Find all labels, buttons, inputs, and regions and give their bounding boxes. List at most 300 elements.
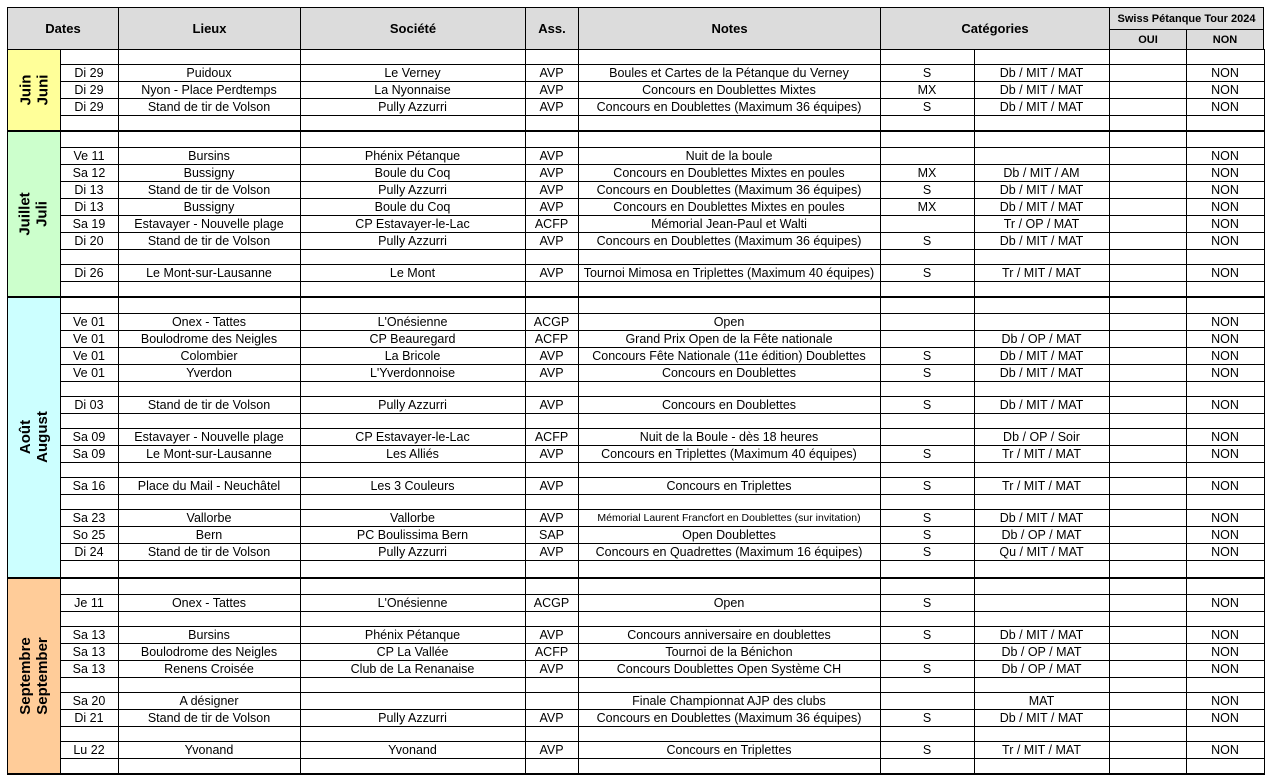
cell-notes: Open Doublettes (682, 527, 776, 542)
cell-lieu: Bern (195, 527, 223, 542)
cell-ass: ACFP (534, 331, 569, 346)
cell-notes (578, 296, 880, 313)
cell-societe: La Nyonnaise (374, 82, 451, 97)
cell-date (60, 560, 118, 577)
header-ass: Ass. (525, 7, 579, 50)
table-row (60, 509, 1264, 526)
cell-notes: Concours en Doublettes (Maximum 36 équipes) (596, 99, 862, 114)
cell-date (60, 494, 118, 509)
grid-hline (60, 198, 1265, 199)
cell-non (1186, 281, 1264, 296)
cell-oui (1109, 296, 1186, 313)
cell-lieu (118, 758, 300, 773)
cell-oui (1109, 198, 1186, 215)
grid-hline (60, 164, 1265, 165)
cell-oui (1109, 626, 1186, 643)
cell-oui (1109, 98, 1186, 115)
cell-non (1186, 413, 1264, 428)
cell-lieu: Estavayer - Nouvelle plage (134, 216, 284, 231)
cell-societe (300, 462, 525, 477)
table-row (60, 611, 1264, 626)
cell-notes: Concours en Doublettes (Maximum 36 équipes) (596, 710, 862, 725)
cell-lieu (118, 296, 300, 313)
cell-oui (1109, 81, 1186, 98)
cell-societe: Pully Azzurri (378, 544, 447, 559)
cell-oui (1109, 594, 1186, 611)
cell-type: S (922, 365, 932, 380)
cell-lieu: Stand de tir de Volson (147, 182, 271, 197)
cell-societe: Les Alliés (386, 446, 439, 461)
cell-societe: CP Estavayer-le-Lac (355, 216, 470, 231)
cell-non (1186, 677, 1264, 692)
table-row (60, 560, 1264, 577)
table-row (60, 330, 1264, 347)
cell-non: NON (1211, 233, 1239, 248)
cell-societe (300, 692, 525, 709)
cell-cat (974, 677, 1109, 692)
cell-societe: L'Yverdonnoise (369, 365, 456, 380)
month-name-fr: Juin (17, 74, 34, 106)
cell-ass: AVP (539, 661, 564, 676)
cell-ass: AVP (539, 233, 564, 248)
header-notes: Notes (578, 7, 881, 50)
cell-type (880, 494, 974, 509)
cell-lieu: Place du Mail - Neuchâtel (137, 478, 281, 493)
cell-ass (525, 560, 578, 577)
cell-lieu: A désigner (179, 693, 239, 708)
month-label (17, 192, 51, 235)
cell-lieu: Yverdon (186, 365, 232, 380)
cell-type (880, 560, 974, 577)
cell-type: S (922, 544, 932, 559)
cell-type: MX (917, 82, 937, 97)
cell-notes (578, 249, 880, 264)
cell-type: S (922, 182, 932, 197)
cell-cat: Tr / MIT / MAT (1002, 478, 1081, 493)
cell-ass (525, 577, 578, 594)
cell-cat: Db / MIT / MAT (999, 82, 1084, 97)
table-row (60, 741, 1264, 758)
cell-oui (1109, 413, 1186, 428)
table-row (60, 198, 1264, 215)
cell-notes: Tournoi de la Bénichon (665, 644, 793, 659)
cell-date: Sa 09 (72, 429, 106, 444)
cell-ass (525, 692, 578, 709)
cell-notes (578, 115, 880, 130)
month-name-fr: Juillet (16, 191, 34, 236)
table-row (60, 364, 1264, 381)
grid-hline (60, 181, 1265, 182)
month-separator (7, 296, 1265, 298)
cell-date: Ve 01 (73, 314, 105, 329)
cell-cat (974, 462, 1109, 477)
cell-ass: ACGP (533, 595, 570, 610)
cell-type (880, 296, 974, 313)
cell-lieu: Bursins (188, 627, 230, 642)
cell-cat (974, 115, 1109, 130)
cell-notes: Concours en Doublettes (Maximum 36 équipes) (596, 233, 862, 248)
cell-non: NON (1211, 595, 1239, 610)
cell-societe (300, 611, 525, 626)
cell-type (880, 677, 974, 692)
cell-cat (974, 249, 1109, 264)
grid-hline (60, 692, 1265, 693)
cell-date: Ve 11 (73, 148, 105, 163)
cell-date: So 25 (72, 527, 106, 542)
cell-non (1186, 49, 1264, 64)
table-row (60, 249, 1264, 264)
cell-notes (578, 281, 880, 296)
cell-societe (300, 296, 525, 313)
cell-type (880, 692, 974, 709)
cell-type (880, 115, 974, 130)
cell-type (880, 381, 974, 396)
cell-ass: ACFP (534, 644, 569, 659)
grid-hline (60, 313, 1265, 314)
cell-date (60, 726, 118, 741)
cell-lieu: Bussigny (183, 199, 235, 214)
cell-type: S (922, 99, 932, 114)
cell-lieu (118, 577, 300, 594)
grid-hline (60, 115, 1265, 116)
cell-cat (974, 413, 1109, 428)
cell-non: NON (1211, 527, 1239, 542)
cell-date (60, 677, 118, 692)
cell-cat: Db / MIT / MAT (999, 627, 1084, 642)
grid-hline (60, 462, 1265, 463)
month-label (17, 637, 51, 715)
cell-date: Ve 01 (73, 348, 105, 363)
cell-societe: Le Verney (384, 65, 441, 80)
cell-non: NON (1211, 742, 1239, 757)
cell-ass (525, 758, 578, 773)
table-row (60, 677, 1264, 692)
cell-ass: AVP (539, 182, 564, 197)
cell-non: NON (1211, 429, 1239, 444)
cell-societe: Pully Azzurri (378, 99, 447, 114)
grid-hline (60, 428, 1265, 429)
cell-cat: Db / OP / MAT (1001, 331, 1082, 346)
table-row (60, 543, 1264, 560)
cell-lieu: Stand de tir de Volson (147, 544, 271, 559)
cell-type: S (922, 397, 932, 412)
table-row (60, 445, 1264, 462)
cell-lieu: Yvonand (184, 742, 234, 757)
cell-type (880, 147, 974, 164)
cell-lieu (118, 611, 300, 626)
cell-type (880, 577, 974, 594)
grid-hline (60, 677, 1265, 678)
cell-cat: MAT (1028, 693, 1055, 708)
grid-hline (60, 626, 1265, 627)
cell-oui (1109, 692, 1186, 709)
cell-type: S (922, 595, 932, 610)
cell-date: Di 13 (74, 199, 104, 214)
month-label (17, 411, 51, 463)
cell-oui (1109, 611, 1186, 626)
cell-societe: PC Boulissima Bern (356, 527, 469, 542)
cell-ass (525, 726, 578, 741)
header-tour: Swiss Pétanque Tour 2024 (1109, 7, 1264, 30)
cell-date: Di 24 (74, 544, 104, 559)
cell-ass: AVP (539, 710, 564, 725)
cell-ass: AVP (539, 148, 564, 163)
cell-type (880, 462, 974, 477)
cell-lieu (118, 494, 300, 509)
cell-oui (1109, 477, 1186, 494)
cell-notes: Concours en Doublettes (661, 397, 797, 412)
cell-non: NON (1211, 148, 1239, 163)
cell-oui (1109, 509, 1186, 526)
cell-non (1186, 577, 1264, 594)
month-block (7, 577, 61, 774)
cell-date: Sa 13 (72, 644, 106, 659)
cell-notes: Open (713, 314, 745, 329)
cell-non: NON (1211, 510, 1239, 525)
cell-notes: Concours en Triplettes (666, 742, 792, 757)
table-row (60, 232, 1264, 249)
cell-cat: Db / MIT / MAT (999, 99, 1084, 114)
cell-non (1186, 726, 1264, 741)
cell-non (1186, 758, 1264, 773)
cell-type: S (922, 446, 932, 461)
cell-non: NON (1211, 182, 1239, 197)
cell-ass: AVP (539, 99, 564, 114)
cell-cat (974, 758, 1109, 773)
header-dates: Dates (7, 7, 119, 50)
cell-notes: Concours en Doublettes Mixtes en poules (613, 199, 845, 214)
cell-societe: Vallorbe (390, 510, 435, 525)
cell-date: Sa 23 (72, 510, 106, 525)
table-row (60, 98, 1264, 115)
cell-notes: Concours en Triplettes (666, 478, 792, 493)
table-row (60, 413, 1264, 428)
month-name-de: Juli (33, 200, 51, 227)
table-row (60, 381, 1264, 396)
cell-oui (1109, 215, 1186, 232)
cell-notes: Concours anniversaire en doublettes (627, 627, 831, 642)
cell-date (60, 413, 118, 428)
cell-oui (1109, 330, 1186, 347)
cell-cat: Qu / MIT / MAT (999, 544, 1084, 559)
cell-lieu (118, 381, 300, 396)
cell-non: NON (1211, 165, 1239, 180)
cell-ass (525, 611, 578, 626)
cell-cat: Db / MIT / MAT (999, 199, 1084, 214)
grid-vline (1109, 49, 1110, 774)
grid-hline (60, 264, 1265, 265)
cell-non: NON (1211, 478, 1239, 493)
grid-hline (60, 413, 1265, 414)
cell-lieu: Boulodrome des Neigles (140, 644, 278, 659)
cell-type: S (922, 478, 932, 493)
header-non: NON (1186, 29, 1264, 50)
cell-notes: Concours en Doublettes (Maximum 36 équipes) (596, 182, 862, 197)
cell-ass: AVP (539, 397, 564, 412)
grid-vline (300, 49, 301, 774)
month-name-de: Juni (34, 74, 51, 106)
cell-notes: Boules et Cartes de la Pétanque du Verney (609, 65, 849, 80)
grid-hline (60, 611, 1265, 612)
cell-societe (300, 249, 525, 264)
cell-date (60, 577, 118, 594)
cell-type: S (922, 348, 932, 363)
table-row (60, 577, 1264, 594)
cell-date: Sa 19 (72, 216, 106, 231)
table-row (60, 164, 1264, 181)
month-separator (7, 577, 1265, 579)
cell-ass (525, 49, 578, 64)
cell-lieu: Nyon - Place Perdtemps (141, 82, 277, 97)
cell-notes (578, 381, 880, 396)
cell-oui (1109, 49, 1186, 64)
table-row (60, 726, 1264, 741)
cell-non (1186, 115, 1264, 130)
cell-notes (578, 758, 880, 773)
cell-type: S (922, 265, 932, 280)
month-block (7, 49, 61, 131)
table-row (60, 396, 1264, 413)
cell-lieu: Renens Croisée (164, 661, 254, 676)
table-row (60, 81, 1264, 98)
cell-type: S (922, 742, 932, 757)
cell-lieu (118, 249, 300, 264)
cell-societe: Pully Azzurri (378, 233, 447, 248)
cell-type (880, 313, 974, 330)
cell-ass (525, 115, 578, 130)
grid-hline (60, 758, 1265, 759)
cell-date: Di 03 (74, 397, 104, 412)
cell-notes (578, 726, 880, 741)
cell-cat (974, 594, 1109, 611)
cell-date (60, 249, 118, 264)
cell-notes: Concours Fête Nationale (11e édition) Doublettes (592, 348, 866, 363)
cell-date: Sa 13 (72, 661, 106, 676)
cell-lieu: Bussigny (183, 165, 235, 180)
cell-oui (1109, 543, 1186, 560)
cell-societe (300, 49, 525, 64)
grid-hline (60, 381, 1265, 382)
grid-hline (60, 281, 1265, 282)
table-row (60, 758, 1264, 773)
cell-type (880, 281, 974, 296)
cell-ass (525, 413, 578, 428)
grid-vline (525, 49, 526, 774)
grid-hline (60, 494, 1265, 495)
cell-cat (974, 281, 1109, 296)
cell-cat (974, 381, 1109, 396)
cell-lieu: Stand de tir de Volson (147, 397, 271, 412)
cell-lieu: Stand de tir de Volson (147, 710, 271, 725)
table-row (60, 494, 1264, 509)
cell-cat: Db / MIT / MAT (999, 365, 1084, 380)
cell-non: NON (1211, 397, 1239, 412)
cell-cat (974, 296, 1109, 313)
cell-type: S (922, 627, 932, 642)
table-row (60, 462, 1264, 477)
cell-date (60, 758, 118, 773)
cell-societe: CP Estavayer-le-Lac (355, 429, 470, 444)
cell-date: Sa 20 (72, 693, 106, 708)
cell-date (60, 49, 118, 64)
table-row (60, 313, 1264, 330)
cell-date: Di 21 (74, 710, 104, 725)
grid-hline (60, 726, 1265, 727)
cell-date: Sa 16 (72, 478, 106, 493)
cell-date: Ve 01 (73, 331, 105, 346)
cell-cat: Db / OP / MAT (1001, 661, 1082, 676)
cell-notes: Mémorial Jean-Paul et Walti (651, 216, 807, 231)
cell-ass: AVP (539, 510, 564, 525)
grid-hline (60, 98, 1265, 99)
cell-non: NON (1211, 65, 1239, 80)
cell-ass: AVP (539, 199, 564, 214)
grid-hline (60, 526, 1265, 527)
cell-type: S (922, 527, 932, 542)
cell-oui (1109, 726, 1186, 741)
cell-lieu: Colombier (180, 348, 238, 363)
table-row (60, 594, 1264, 611)
cell-lieu: Stand de tir de Volson (147, 99, 271, 114)
header-oui: OUI (1109, 29, 1187, 50)
cell-non: NON (1211, 627, 1239, 642)
cell-date (60, 462, 118, 477)
cell-societe: Boule du Coq (374, 199, 451, 214)
cell-type (880, 611, 974, 626)
cell-date: Sa 12 (72, 165, 106, 180)
cell-lieu (118, 677, 300, 692)
cell-lieu: Estavayer - Nouvelle plage (134, 429, 284, 444)
cell-notes (578, 130, 880, 147)
cell-notes: Tournoi Mimosa en Triplettes (Maximum 40 équipes) (583, 265, 875, 280)
cell-lieu (118, 560, 300, 577)
grid-hline (60, 660, 1265, 661)
cell-notes (578, 577, 880, 594)
cell-societe (300, 577, 525, 594)
cell-cat (974, 130, 1109, 147)
cell-lieu (118, 726, 300, 741)
table-row (60, 428, 1264, 445)
cell-lieu: Le Mont-sur-Lausanne (146, 446, 272, 461)
cell-notes (578, 560, 880, 577)
table-row (60, 181, 1264, 198)
cell-notes (578, 49, 880, 64)
cell-non: NON (1211, 82, 1239, 97)
cell-notes: Open (713, 595, 745, 610)
cell-cat: Db / MIT / MAT (999, 348, 1084, 363)
cell-notes (578, 413, 880, 428)
cell-lieu: Onex - Tattes (171, 314, 247, 329)
grid-hline (60, 64, 1265, 65)
month-name-de: September (34, 636, 51, 715)
grid-vline (1186, 49, 1187, 774)
grid-vline (880, 49, 881, 774)
table-row (60, 692, 1264, 709)
cell-lieu: Boulodrome des Neigles (140, 331, 278, 346)
cell-oui (1109, 147, 1186, 164)
cell-non: NON (1211, 314, 1239, 329)
cell-date (60, 296, 118, 313)
cell-cat (974, 611, 1109, 626)
cell-ass (525, 249, 578, 264)
cell-ass: AVP (539, 365, 564, 380)
cell-date (60, 611, 118, 626)
cell-ass: AVP (539, 446, 564, 461)
cell-non (1186, 611, 1264, 626)
cell-date: Ve 01 (73, 365, 105, 380)
cell-societe: L'Onésienne (377, 595, 448, 610)
cell-type: S (922, 661, 932, 676)
